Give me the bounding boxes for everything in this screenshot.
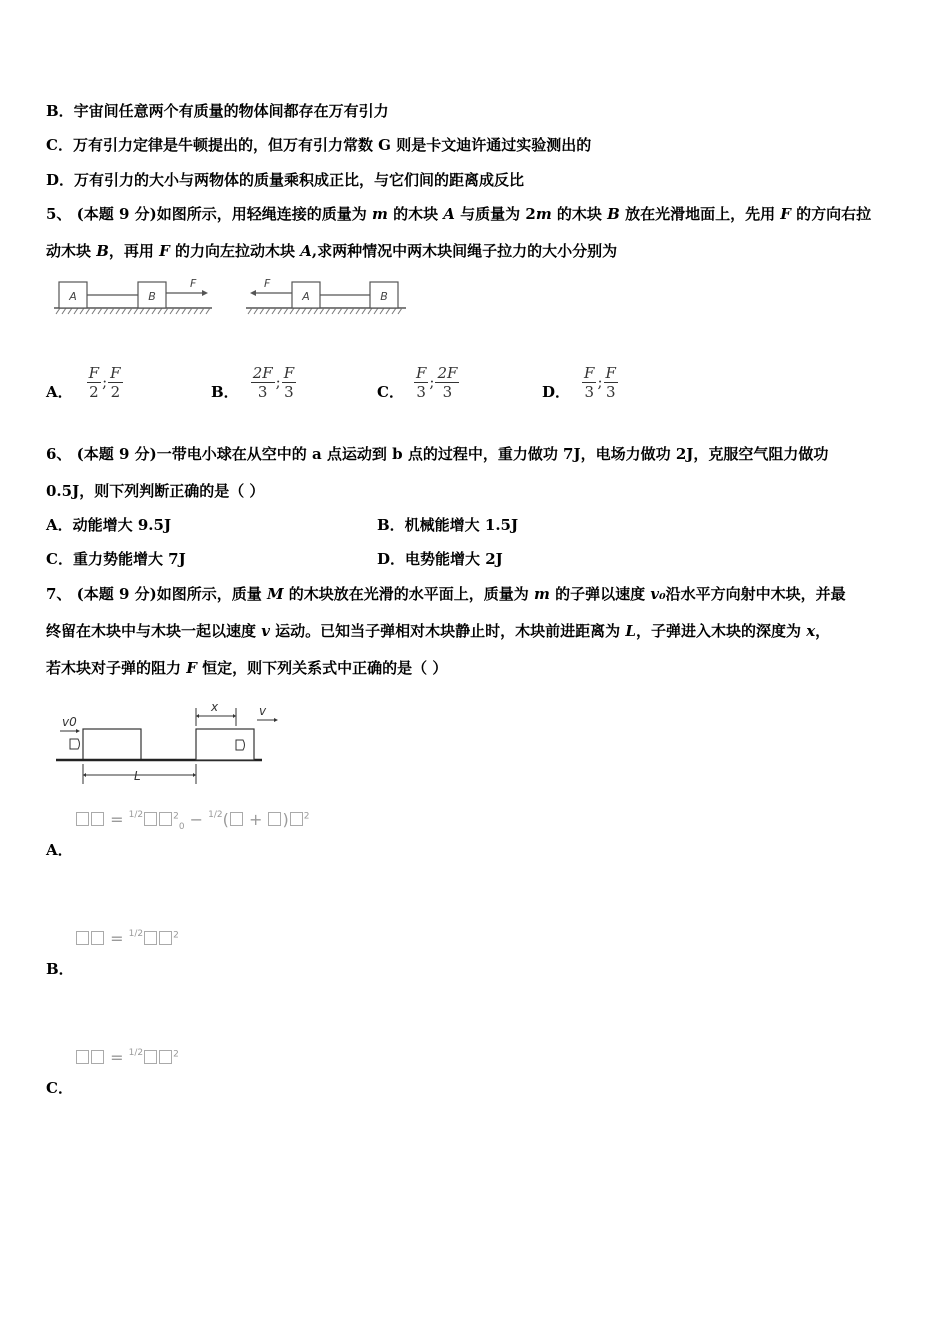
q6-option-c[interactable]: C．重力势能增大 7J (46, 550, 186, 568)
q7-option-a-formula: = $^{1/2}$ $^2_0$ − $^{1/2}$( + ) $^2$ (75, 810, 309, 832)
q5-right-force-label: F (264, 277, 271, 290)
q5-right-block-a-label: A (302, 290, 310, 303)
q5-figure-right (246, 277, 406, 314)
q6-stem-line2: 0.5J，则下列判断正确的是（ ） (46, 482, 265, 500)
q7-figure (52, 698, 292, 790)
q5-left-force-label: F (190, 277, 197, 290)
q6-option-d[interactable]: D．电势能增大 2J (377, 550, 503, 568)
q7-stem-line1: 7、 (本题 9 分)如图所示，质量 M 的木块放在光滑的水平面上，质量为 m 的子弹以速度 v₀沿水平方向射中木块，并最 (46, 585, 846, 603)
q5-figure (50, 272, 410, 322)
q7-option-a[interactable]: A． (46, 841, 73, 859)
q7-block-before (83, 729, 141, 760)
q5-option-a[interactable]: A． $\frac{F}{2}$ ; $\frac{F}{2}$ (46, 363, 121, 401)
q4-option-d: D．万有引力的大小与两物体的质量乘积成正比，与它们间的距离成反比 (46, 171, 525, 189)
q7-fig-v0-label: v0 (62, 715, 77, 729)
q5-option-d[interactable]: D． $\frac{F}{3}$ ; $\frac{F}{3}$ (542, 363, 616, 401)
q7-bullet-before (70, 739, 80, 749)
q5-stem-line2: 动木块 B，再用 F 的力向左拉动木块 A,求两种情况中两木块间绳子拉力的大小分别为 (46, 242, 618, 260)
q4-option-c: C．万有引力定律是牛顿提出的，但万有引力常数 G 则是卡文迪许通过实验测出的 (46, 136, 592, 154)
q4-option-b: B．宇宙间任意两个有质量的物体间都存在万有引力 (46, 102, 389, 120)
q7-fig-x-label: x (211, 700, 219, 714)
q7-block-after (196, 729, 254, 760)
q7-bullet-after (236, 740, 245, 750)
q6-option-a[interactable]: A．动能增大 9.5J (46, 516, 172, 534)
q6-stem-line1: 6、 (本题 9 分)一带电小球在从空中的 a 点运动到 b 点的过程中，重力做功 7J，电场力做功 2J，克服空气阻力做功 (46, 445, 829, 463)
q7-fig-l-label: L (134, 769, 141, 783)
q5-stem-line1: 5、 (本题 9 分)如图所示，用轻绳连接的质量为 m 的木块 A 与质量为 2m 的木块 B 放在光滑地面上，先用 F 的方向右拉 (46, 205, 872, 223)
q7-option-c-formula: = $^{1/2}$ $^2$ (75, 1048, 179, 1067)
q5-left-block-a-label: A (69, 290, 77, 303)
q7-option-c[interactable]: C． (46, 1079, 73, 1097)
q7-stem-line3: 若木块对子弹的阻力 F 恒定，则下列关系式中正确的是（ ） (46, 659, 448, 677)
q5-figure-left (54, 277, 212, 314)
q5-left-block-b-label: B (148, 290, 156, 303)
q7-stem-line2: 终留在木块中与木块一起以速度 v 运动。已知当子弹相对木块静止时，木块前进距离为 L，子弹进入木块的深度为 x， (46, 622, 831, 640)
q7-option-b-formula: = $^{1/2}$ $^2$ (75, 929, 179, 948)
q6-option-b[interactable]: B．机械能增大 1.5J (377, 516, 519, 534)
q5-option-b[interactable]: B． $\frac{2F}{3}$ ; $\frac{F}{3}$ (211, 363, 295, 401)
q7-fig-v-label: v (259, 704, 267, 718)
q5-option-c[interactable]: C． $\frac{F}{3}$ ; $\frac{2F}{3}$ (377, 363, 458, 401)
q7-option-b[interactable]: B． (46, 960, 74, 978)
q5-right-block-b-label: B (380, 290, 388, 303)
